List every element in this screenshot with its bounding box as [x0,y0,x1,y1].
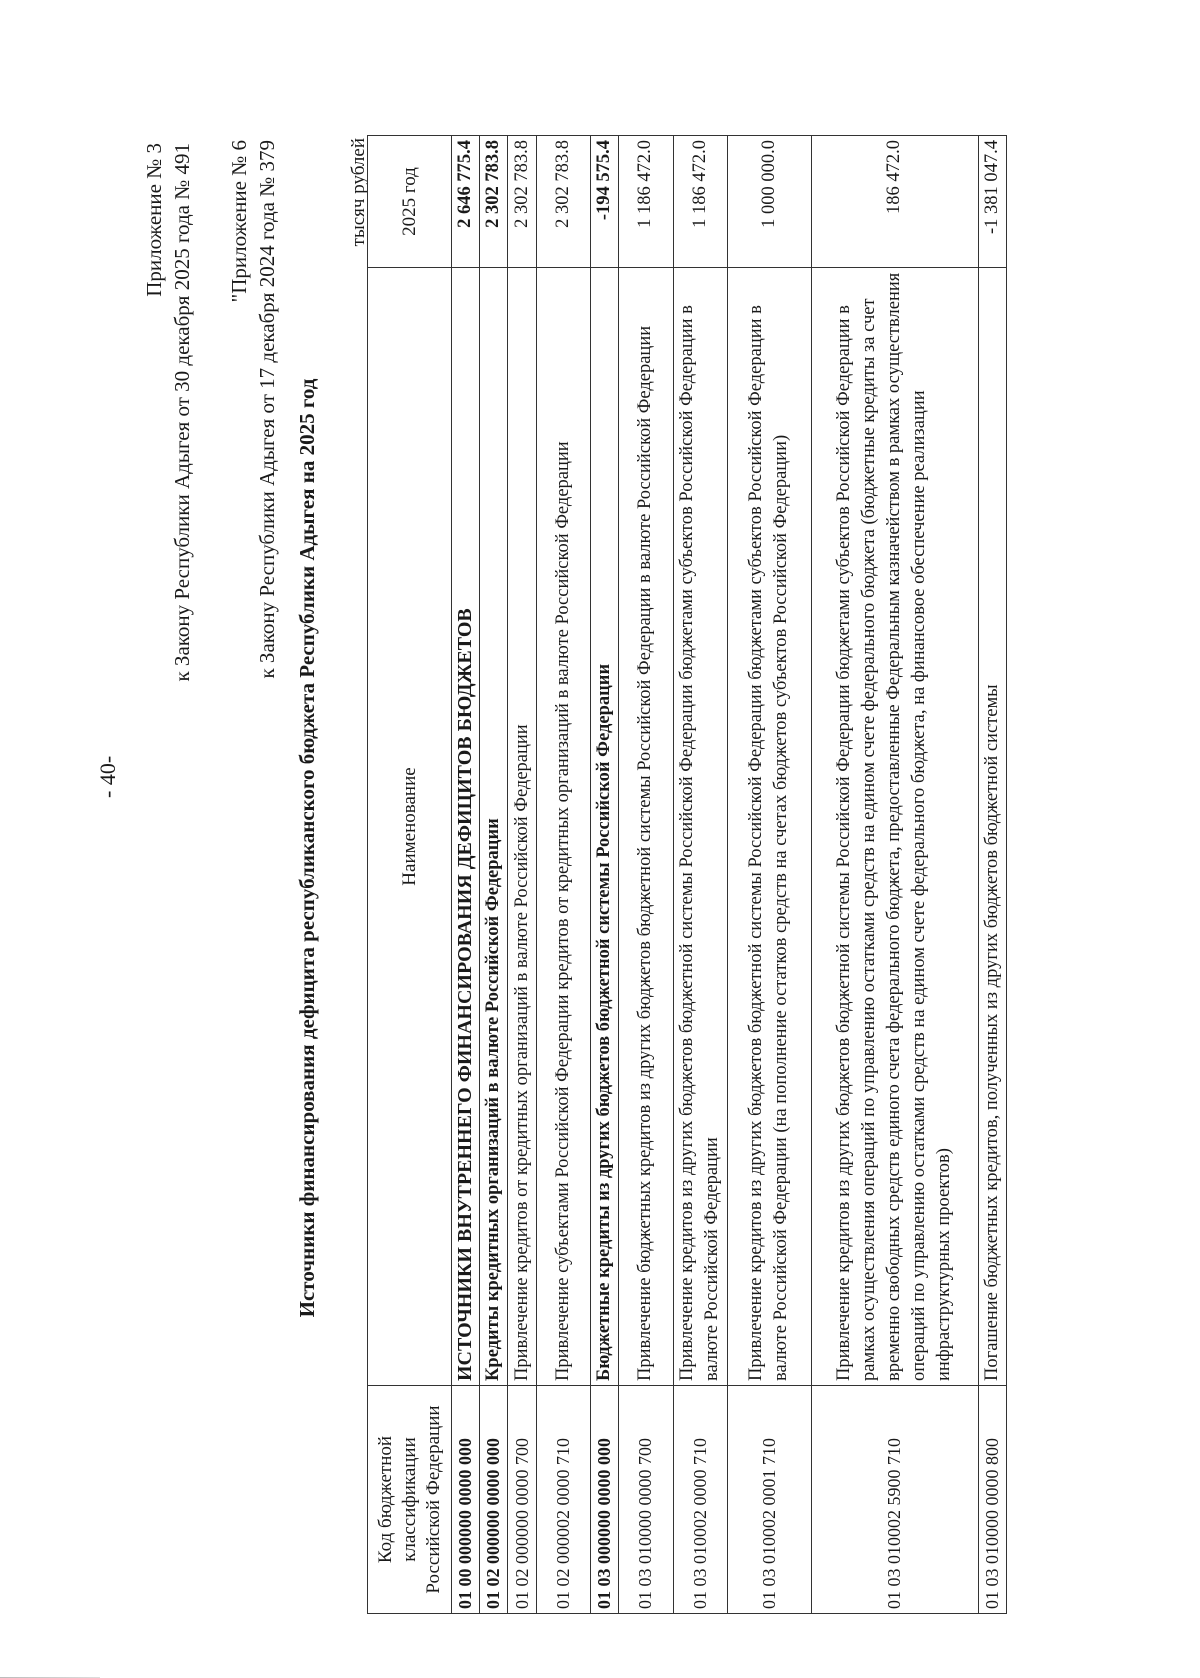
row-code: 01 02 000000 0000 700 [508,1386,536,1614]
row-value: 2 302 783.8 [508,136,536,268]
header-name: Наименование [368,268,452,1386]
row-code: 01 03 000000 0000 000 [591,1386,619,1614]
document-title: Источники финансирования дефицита республиканского бюджета Республики Адыгея на 2025 год [295,378,319,1318]
table-row [619,136,673,1614]
annex-current-law-reference: к Закону Республики Адыгея от 30 декабря 2025 года № 491 [170,143,194,682]
row-value: 1 186 472.0 [619,136,673,268]
row-code: 01 03 010002 0001 710 [727,1386,811,1614]
annex-current-number: Приложение № 3 [142,143,166,297]
row-code: 01 00 000000 0000 000 [452,1386,480,1614]
row-code: 01 02 000000 0000 000 [480,1386,508,1614]
row-name: Бюджетные кредиты из других бюджетов бюджетной системы Российской Федерации [591,268,619,1386]
annex-current-header [140,143,196,1678]
unit-label: тысяч рублей [348,138,369,247]
row-code: 01 03 010002 0000 710 [673,1386,727,1614]
annex-original-law-reference: к Закону Республики Адыгея от 17 декабря 2024 года № 379 [255,140,279,679]
row-name: Погашение бюджетных кредитов, полученных из других бюджетов бюджетной системы [978,268,1006,1386]
annex-original-header [225,140,281,1678]
row-name: Привлечение субъектами Российской Федерации кредитов от кредитных организаций в валюте Российской Федерации [536,268,590,1386]
row-value: 2 302 783.8 [536,136,590,268]
table-row [508,136,536,1614]
row-code: 01 03 010002 5900 710 [811,1386,978,1614]
row-value: 186 472.0 [811,136,978,268]
table-row [452,136,480,1614]
row-value: 1 000 000.0 [727,136,811,268]
row-value: -194 575.4 [591,136,619,268]
row-code: 01 02 000002 0000 710 [536,1386,590,1614]
table-row [978,136,1006,1614]
page-number: - 40- [95,755,120,798]
row-name: Привлечение кредитов из других бюджетов бюджетной системы Российской Федерации бюджетами субъектов Российской Федерации в валюте Российской Федерации [673,268,727,1386]
row-name: Кредиты кредитных организаций в валюте Российской Федерации [480,268,508,1386]
table-row [536,136,590,1614]
row-name: ИСТОЧНИКИ ВНУТРЕННЕГО ФИНАНСИРОВАНИЯ ДЕФИЦИТОВ БЮДЖЕТОВ [452,268,480,1386]
row-name: Привлечение кредитов из других бюджетов бюджетной системы Российской Федерации бюджетами субъектов Российской Федерации в валюте Российской Федерации (на пополнение остатков средств на счетах бюджетов субъектов Российской Федерации) [727,268,811,1386]
header-code: Код бюджетной классификации Российской Федерации [368,1386,452,1614]
financing-sources-table [367,135,1007,1614]
row-name: Привлечение кредитов от кредитных организаций в валюте Российской Федерации [508,268,536,1386]
row-code: 01 03 010000 0000 800 [978,1386,1006,1614]
row-code: 01 03 010000 0000 700 [619,1386,673,1614]
table-row [673,136,727,1614]
table-header-row [368,136,452,1614]
table-row [727,136,811,1614]
annex-original-number: "Приложение № 6 [227,140,251,303]
row-value: -1 381 047.4 [978,136,1006,268]
row-value: 1 186 472.0 [673,136,727,268]
row-name: Привлечение бюджетных кредитов из других бюджетов бюджетной системы Российской Федерации в валюте Российской Федерации [619,268,673,1386]
table-row [480,136,508,1614]
header-year: 2025 год [368,136,452,268]
row-value: 2 646 775.4 [452,136,480,268]
row-name: Привлечение кредитов из других бюджетов бюджетной системы Российской Федерации бюджетами субъектов Российской Федерации в рамках осуществления операций по управлению остатками средств на едином счете федерального бюджета (бюджетные кредиты за счет временно свободных средств единого счета федерального бюджета, предоставленные Федеральным казначейством в рамках осуществления операций по управлению остатками средств на едином счете федерального бюджета, на финансовое обеспечение реализации инфраструктурных проектов) [811,268,978,1386]
table-row [811,136,978,1614]
row-value: 2 302 783.8 [480,136,508,268]
table-row [591,136,619,1614]
